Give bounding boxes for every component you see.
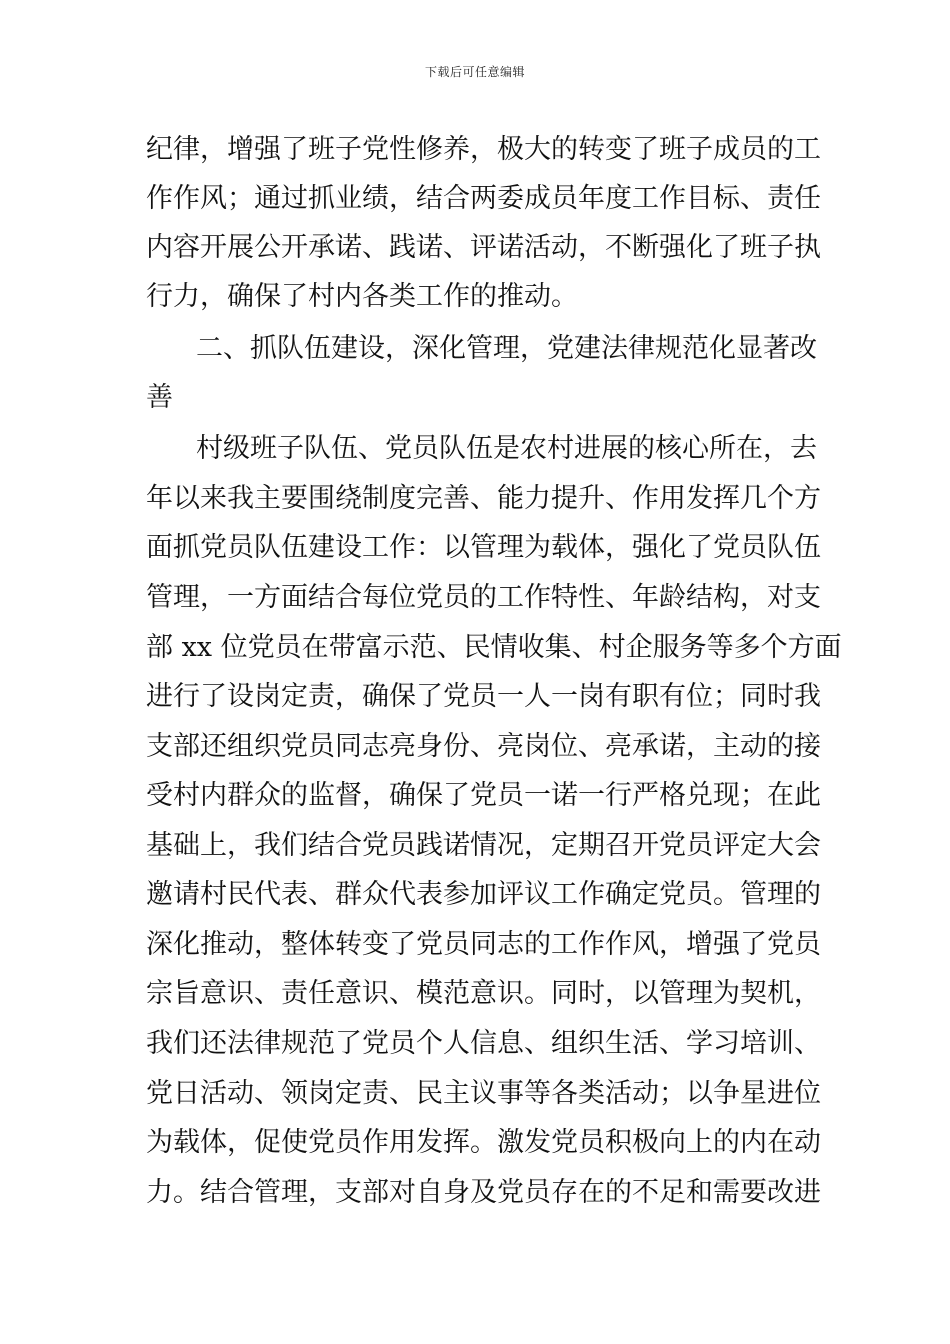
- body-line: 支部还组织党员同志亮身份、亮岗位、亮承诺，主动的接: [146, 731, 821, 762]
- body-line: 力。结合管理，支部对自身及党员存在的不足和需要改进: [146, 1177, 821, 1208]
- body-line: 面抓党员队伍建设工作：以管理为载体，强化了党员队伍: [146, 532, 821, 563]
- body-line: 为载体，促使党员作用发挥。激发党员积极向上的内在动: [146, 1127, 821, 1158]
- body-line: 基础上，我们结合党员践诺情况，定期召开党员评定大会: [146, 830, 821, 861]
- body-line: 我们还法律规范了党员个人信息、组织生活、学习培训、: [146, 1028, 821, 1059]
- body-line: 年以来我主要围绕制度完善、能力提升、作用发挥几个方: [146, 483, 821, 514]
- section-heading: 二、抓队伍建设，深化管理，党建法律规范化显著改: [196, 333, 817, 364]
- body-line: 管理，一方面结合每位党员的工作特性、年龄结构，对支: [146, 582, 821, 613]
- body-line: 进行了设岗定责，确保了党员一人一岗有职有位；同时我: [146, 681, 821, 712]
- body-line: 深化推动，整体转变了党员同志的工作作风，增强了党员: [146, 929, 821, 960]
- page-header: 下载后可任意编辑: [424, 65, 525, 79]
- body-line: 作作风；通过抓业绩，结合两委成员年度工作目标、责任: [146, 183, 821, 214]
- body-line: 纪律，增强了班子党性修养，极大的转变了班子成员的工: [146, 134, 821, 165]
- section-heading-cont: 善: [146, 382, 173, 413]
- body-line: 党日活动、领岗定责、民主议事等各类活动；以争星进位: [146, 1078, 821, 1109]
- body-line: 内容开展公开承诺、践诺、评诺活动，不断强化了班子执: [146, 232, 821, 263]
- body-line: 受村内群众的监督，确保了党员一诺一行严格兑现；在此: [146, 780, 821, 811]
- body-line: 行力，确保了村内各类工作的推动。: [146, 281, 578, 312]
- body-line: 部 xx 位党员在带富示范、民情收集、村企服务等多个方面: [146, 632, 842, 663]
- body-line: 邀请村民代表、群众代表参加评议工作确定党员。管理的: [146, 879, 821, 910]
- body-line: 宗旨意识、责任意识、模范意识。同时，以管理为契机，: [146, 978, 821, 1009]
- body-line: 村级班子队伍、党员队伍是农村进展的核心所在，去: [196, 433, 817, 464]
